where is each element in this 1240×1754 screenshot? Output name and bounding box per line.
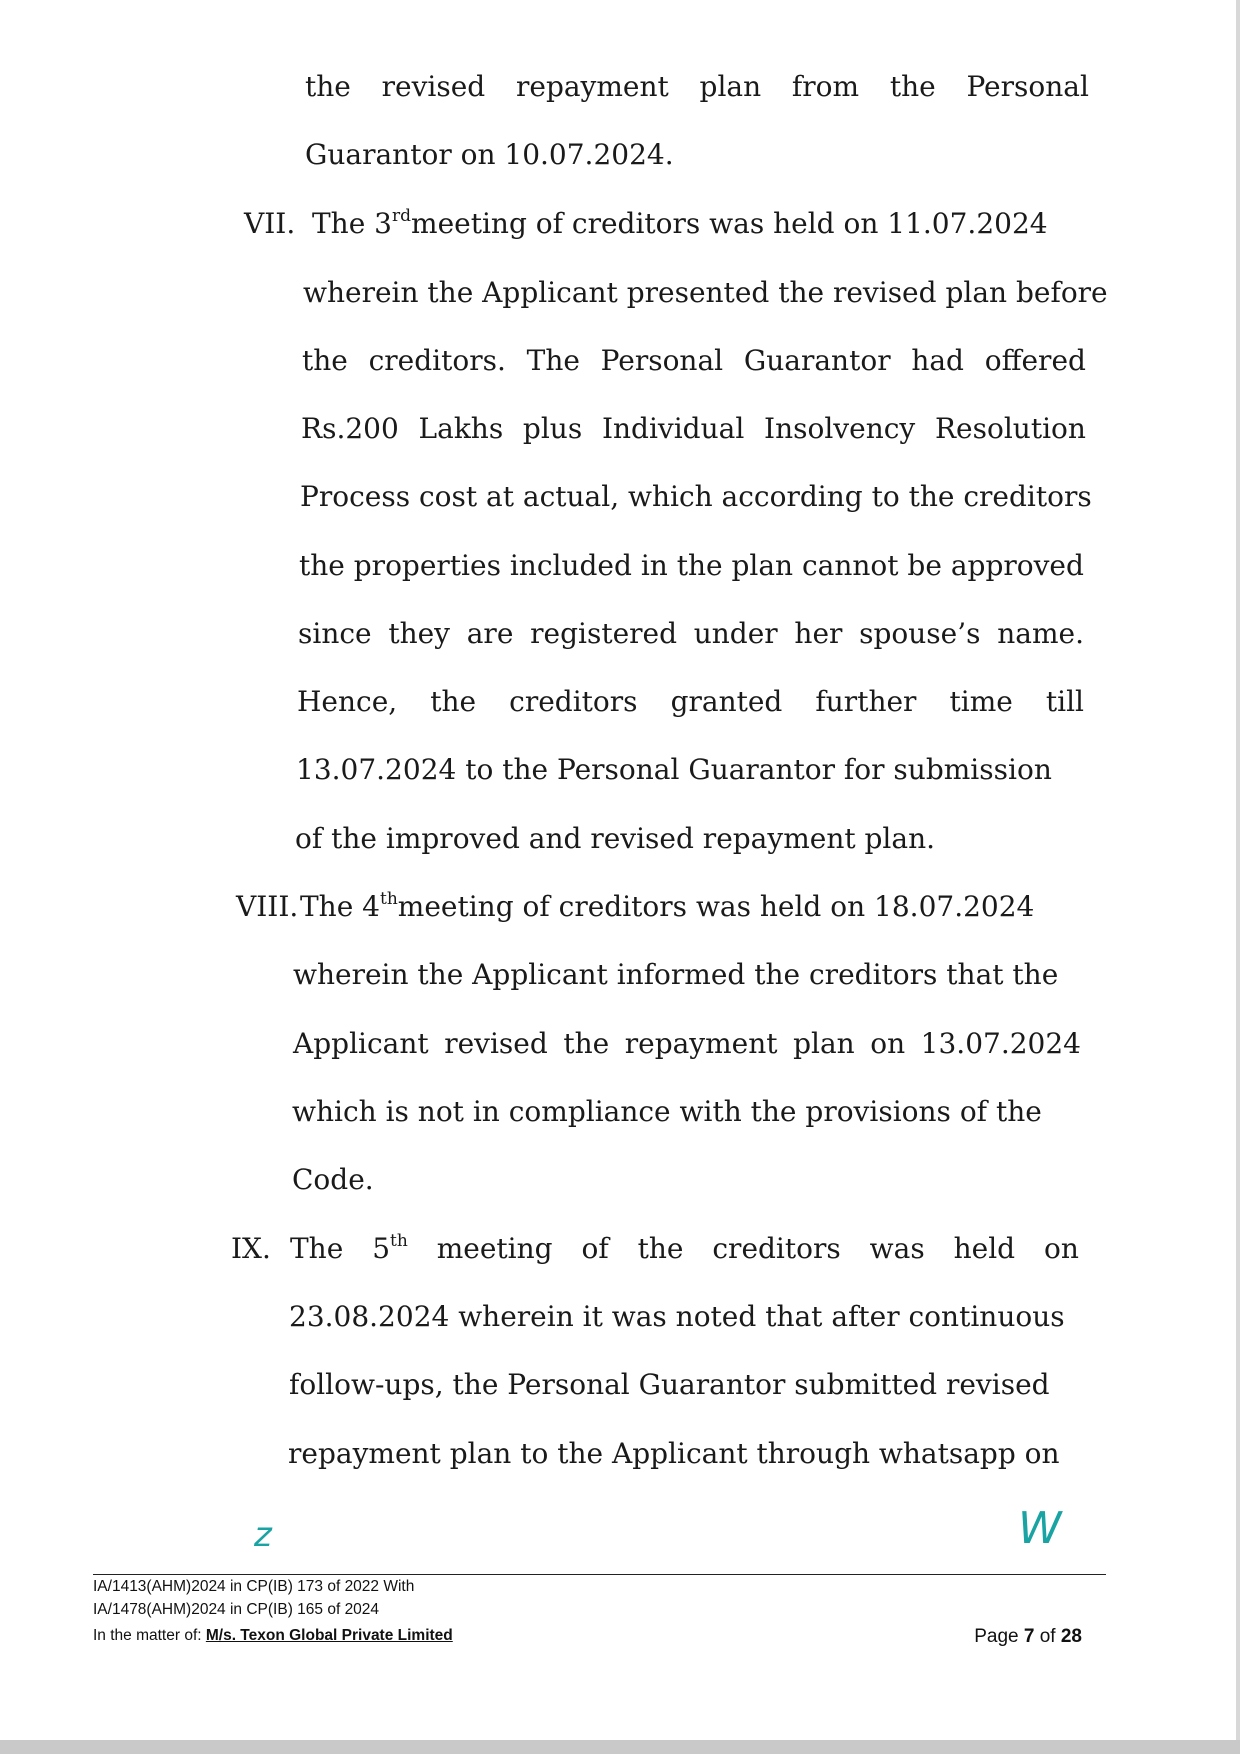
page-total: 28 bbox=[1060, 1626, 1082, 1647]
word: 5th bbox=[372, 1230, 408, 1265]
page-edge bbox=[1236, 0, 1240, 1740]
word: Personal bbox=[966, 70, 1089, 103]
item-numeral-vii: VII. bbox=[244, 207, 296, 240]
word: further bbox=[815, 685, 917, 718]
footer-matter bbox=[93, 1626, 453, 1646]
item-ix-line-3: follow-ups, the Personal Guarantor submitted revised bbox=[289, 1368, 1050, 1401]
item-vii-line-8 bbox=[297, 685, 1084, 719]
word: the bbox=[302, 344, 348, 377]
word: plan bbox=[699, 70, 762, 103]
word: on bbox=[870, 1027, 906, 1060]
word: of bbox=[581, 1232, 609, 1265]
item-vii-line-5: Process cost at actual, which according to the creditors bbox=[300, 480, 1092, 513]
item-viii-line-5: Code. bbox=[292, 1163, 374, 1196]
footer-divider bbox=[93, 1574, 1106, 1575]
word: plus bbox=[522, 412, 583, 445]
word: Personal bbox=[600, 344, 724, 377]
footer-case-line-1: IA/1413(AHM)2024 in CP(IB) 173 of 2022 With bbox=[93, 1578, 415, 1595]
word: on bbox=[1044, 1232, 1079, 1265]
item-viii-line-3 bbox=[293, 1027, 1081, 1061]
word: plan bbox=[793, 1027, 855, 1060]
word: Guarantor bbox=[743, 344, 891, 377]
right-initials: W bbox=[1018, 1503, 1062, 1554]
word: The bbox=[526, 344, 580, 377]
word: the bbox=[637, 1232, 684, 1265]
word: was bbox=[869, 1232, 925, 1265]
item-ix-line-2: 23.08.2024 wherein it was noted that after continuous bbox=[289, 1300, 1065, 1333]
item-ix-line-1 bbox=[290, 1232, 1079, 1266]
word: the bbox=[563, 1027, 610, 1060]
item-vii-line-2: wherein the Applicant presented the revised plan before bbox=[303, 276, 1108, 309]
footer-matter-name: M/s. Texon Global Private Limited bbox=[205, 1627, 453, 1644]
page-of: of bbox=[1034, 1626, 1061, 1647]
word: The bbox=[290, 1232, 344, 1265]
continuation-line-2: Guarantor on 10.07.2024. bbox=[305, 138, 674, 171]
footer-matter-label: In the matter of: bbox=[93, 1627, 206, 1644]
word: creditors. bbox=[368, 344, 506, 377]
scan-margin bbox=[0, 1740, 1240, 1754]
item-vii-line-10: of the improved and revised repayment plan. bbox=[295, 822, 936, 855]
word: the bbox=[305, 70, 351, 103]
word: held bbox=[953, 1232, 1016, 1265]
item-ix-line-4: repayment plan to the Applicant through whatsapp on bbox=[288, 1437, 1060, 1470]
item-vii-line-9: 13.07.2024 to the Personal Guarantor for submission bbox=[296, 753, 1052, 786]
word: name. bbox=[997, 617, 1084, 650]
page-label: Page bbox=[974, 1626, 1024, 1647]
word: Individual bbox=[601, 412, 745, 445]
word: Insolvency bbox=[764, 412, 916, 445]
word: the bbox=[889, 70, 936, 103]
word: Applicant bbox=[293, 1027, 429, 1060]
item-vii-line-4 bbox=[301, 412, 1086, 446]
page-current: 7 bbox=[1023, 1626, 1035, 1647]
word: spouse’s bbox=[859, 617, 981, 650]
word: had bbox=[911, 344, 964, 377]
word: creditors bbox=[712, 1232, 841, 1265]
item-numeral-ix: IX. bbox=[231, 1232, 271, 1265]
item-viii-line-1: The 4thmeeting of creditors was held on 18.07.2024 bbox=[300, 888, 1035, 923]
word: registered bbox=[530, 617, 678, 650]
word: Resolution bbox=[934, 412, 1086, 445]
word: since bbox=[298, 617, 372, 650]
item-viii-line-2: wherein the Applicant informed the creditors that the bbox=[293, 958, 1059, 991]
word: creditors bbox=[509, 685, 638, 718]
item-vii-line-6: the properties included in the plan cannot be approved bbox=[299, 549, 1084, 582]
page-number bbox=[974, 1626, 1082, 1648]
word: are bbox=[466, 617, 514, 650]
item-numeral-viii: VIII. bbox=[236, 890, 299, 923]
left-initials: z bbox=[254, 1515, 272, 1555]
word: Lakhs bbox=[418, 412, 504, 445]
word: revised bbox=[444, 1027, 548, 1060]
word: under bbox=[693, 617, 778, 650]
item-vii-line-7 bbox=[298, 617, 1084, 651]
word: meeting bbox=[436, 1232, 553, 1265]
word: they bbox=[388, 617, 451, 650]
word: time bbox=[949, 685, 1013, 718]
word: 13.07.2024 bbox=[920, 1027, 1081, 1060]
word: revised bbox=[381, 70, 486, 103]
word: the bbox=[430, 685, 477, 718]
word: till bbox=[1045, 685, 1084, 718]
word: offered bbox=[984, 344, 1086, 377]
word: repayment bbox=[624, 1027, 778, 1060]
word: repayment bbox=[515, 70, 669, 103]
footer-case-line-2: IA/1478(AHM)2024 in CP(IB) 165 of 2024 bbox=[93, 1601, 380, 1618]
word: from bbox=[791, 70, 860, 103]
word: her bbox=[794, 617, 843, 650]
item-vii-line-1: The 3rdmeeting of creditors was held on 11.07.2024 bbox=[312, 205, 1048, 240]
continuation-line-1 bbox=[305, 70, 1089, 104]
item-viii-line-4: which is not in compliance with the provisions of the bbox=[292, 1095, 1042, 1128]
word: granted bbox=[670, 685, 783, 718]
word: Rs.200 bbox=[301, 412, 399, 445]
word: Hence, bbox=[297, 685, 398, 718]
item-vii-line-3 bbox=[302, 344, 1086, 378]
